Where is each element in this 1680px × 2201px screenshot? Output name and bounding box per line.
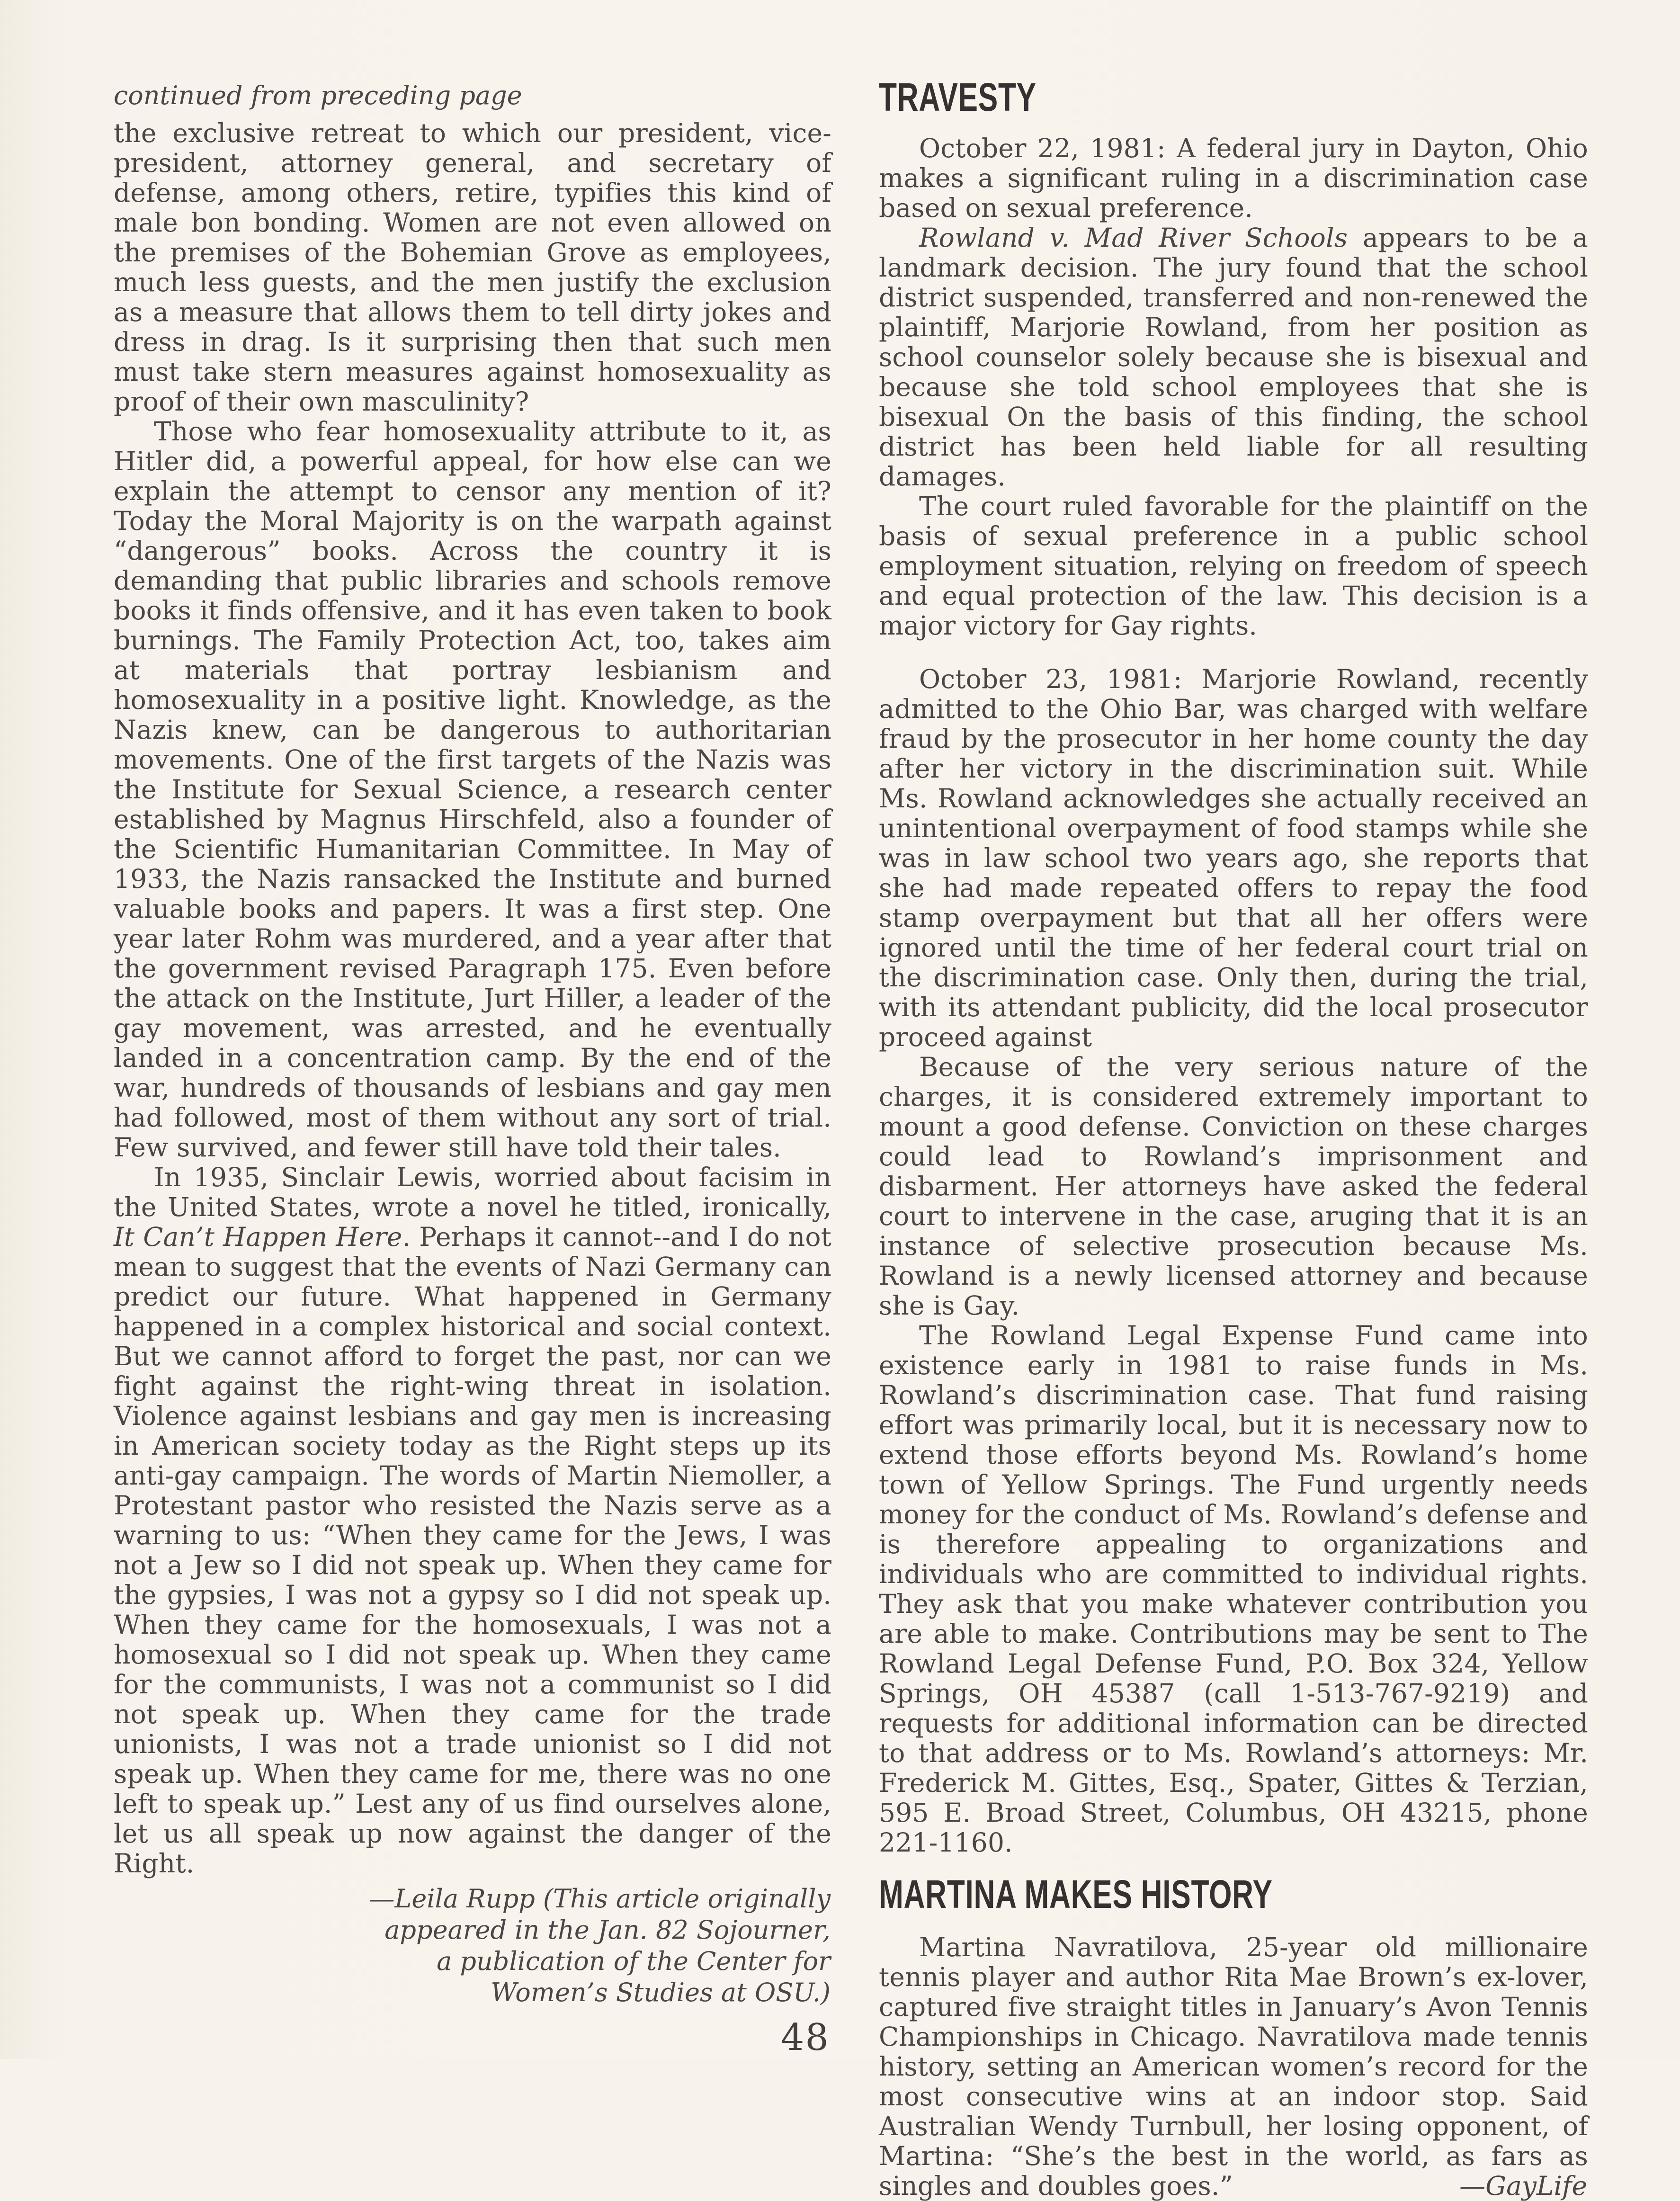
article-paragraph: The Rowland Legal Expense Fund came into existence early in 1981 to raise funds in Ms. Rowland’s discrimination case. That fund raising effort was primarily local, but it is necessary now to extend those efforts beyond Ms. Rowland’s home town of Yellow Springs. The Fund urgently needs money for the conduct of Ms. Rowland’s defense and is therefore appealing to organizations and individuals who are committed to individual rights. They ask that you make whatever contribution you are able to make. Contributions may be sent to The Rowland Legal Defense Fund, P.O. Box 324, Yellow Springs, OH 45387 (call 1-513-767-9219) and requests for additional information can be directed to that address or to Ms. Rowland’s attorneys: Mr. Frederick M. Gittes, Esq., Spater, Gittes & Terzian, 595 E. Broad Street, Columbus, OH 43215, phone 221-1160. xyxy=(879,1320,1588,1858)
article-paragraph: the exclusive retreat to which our president, vice-president, attorney general, and secretary of defense, among others, retire, typifies this kind of male bon bonding. Women are not even allowed on the premises of the Bohemian Grove as employees, much less guests, and the men justify the exclusion as a measure that allows them to tell dirty jokes and dress in drag. Is it surprising then that such men must take stern measures against homosexuality as proof of their own masculinity? xyxy=(114,118,831,417)
article-paragraph: October 22, 1981: A federal jury in Dayton, Ohio makes a significant ruling in a discrimination case based on sexual preference. xyxy=(879,133,1588,223)
article-paragraph: October 23, 1981: Marjorie Rowland, recently admitted to the Ohio Bar, was charged with welfare fraud by the prosecutor in her home county the day after her victory in the discrimination suit. While Ms. Rowland acknowledges she actually received an unintentional overpayment of food stamps while she was in law school two years ago, she reports that she had made repeated offers to repay the food stamp overpayment but that all her offers were ignored until the time of her federal court trial on the discrimination case. Only then, during the trial, with its attendant publicity, did the local prosecutor proceed against xyxy=(879,664,1588,1052)
page-number: 48 xyxy=(780,2016,830,2059)
article-paragraph: Because of the very serious nature of the charges, it is considered extremely important to mount a good defense. Conviction on these charges could lead to Rowland’s imprisonment and disbarment. Her attorneys have asked the federal court to intervene in the case, aruging that it is an instance of selective prosecution because Ms. Rowland is a newly licensed attorney and because she is Gay. xyxy=(879,1052,1588,1321)
continued-notice: continued from preceding page xyxy=(114,81,522,110)
section-heading xyxy=(879,75,1588,119)
attribution-line: a publication of the Center for xyxy=(437,1946,831,1976)
section-heading-text: TRAVESTY xyxy=(879,75,1037,119)
right-column xyxy=(879,75,1588,2201)
article-paragraph: Those who fear homosexuality attribute to it, as Hitler did, a powerful appeal, for how else can we explain the attempt to censor any mention of it? Today the Moral Majority is on the warpath against “dangerous” books. Across the country it is demanding that public libraries and schools remove books it finds offensive, and it has even taken to book burnings. The Family Protection Act, too, takes aim at materials that portray lesbianism and homosexuality in a positive light. Knowledge, as the Nazis knew, can be dangerous to authoritarian movements. One of the first targets of the Nazis was the Institute for Sexual Science, a research center established by Magnus Hirschfeld, also a founder of the Scientific Humanitarian Committee. In May of 1933, the Nazis ransacked the Institute and burned valuable books and papers. It was a first step. One year later Rohm was murdered, and a year after that the government revised Paragraph 175. Even before the attack on the Institute, Jurt Hiller, a leader of the gay movement, was arrested, and he eventually landed in a concentration camp. By the end of the war, hundreds of thousands of lesbians and gay men had followed, most of them without any sort of trial. Few survived, and fewer still have told their tales. xyxy=(114,416,831,1163)
attribution-line: Women’s Studies at OSU.) xyxy=(491,1977,831,2007)
attribution-line: —Leila Rupp (This article originally xyxy=(369,1884,831,1914)
article-paragraph: The court ruled favorable for the plaintiff on the basis of sexual preference in a public school employment situation, relying on freedom of speech and equal protection of the law. This decision is a major victory for Gay rights. xyxy=(879,491,1588,641)
article-paragraph: In 1935, Sinclair Lewis, worried about facisim in the United States, wrote a novel he titled, ironically, It Can’t Happen Here. Perhaps it cannot--and I do not mean to suggest that the events of Nazi Germany can predict our future. What happened in Germany happened in a complex historical and social context. But we cannot afford to forget the past, nor can we fight against the right-wing threat in isolation. Violence against lesbians and gay men is increasing in American society today as the Right steps up its anti-gay campaign. The words of Martin Niemoller, a Protestant pastor who resisted the Nazis serve as a warning to us: “When they came for the Jews, I was not a Jew so I did not speak up. When they came for the gypsies, I was not a gypsy so I did not speak up. When they came for the homosexuals, I was not a homosexual so I did not speak up. When they came for the communists, I was not a communist so I did not speak up. When they came for the trade unionists, I was not a trade unionist so I did not speak up. When they came for me, there was no one left to speak up.” Lest any of us find ourselves alone, let us all speak up now against the danger of the Right. xyxy=(114,1162,831,1879)
left-column xyxy=(114,81,831,2057)
attribution-line: appeared in the Jan. 82 Sojourner, xyxy=(384,1915,831,1945)
article-paragraph: Rowland v. Mad River Schools appears to be a landmark decision. The jury found that the school district suspended, transferred and non-renewed the plaintiff, Marjorie Rowland, from her position as school counselor solely because she is bisexual and because she told school employees that she is bisexual On the basis of this finding, the school district has been held liable for all resulting damages. xyxy=(879,223,1588,492)
left-article-body xyxy=(114,118,831,1879)
section-heading xyxy=(879,1872,1588,1916)
article-attribution xyxy=(114,1883,831,2008)
section-heading-text: MARTINA MAKES HISTORY xyxy=(879,1872,1273,1916)
article-paragraph: Martina Navratilova, 25-year old millionaire tennis player and author Rita Mae Brown’s ex-lover, captured five straight titles in January’s Avon Tennis Championships in Chicago. Navratilova made tennis history, setting an American women’s record for the most consecutive wins at an indoor stop. Said Australian Wendy Turnbull, her losing opponent, of Martina: “She’s the best in the world, as fars as singles and doubles goes.” xyxy=(879,1932,1588,2201)
article-byline: —GayLife xyxy=(1459,2171,1587,2201)
